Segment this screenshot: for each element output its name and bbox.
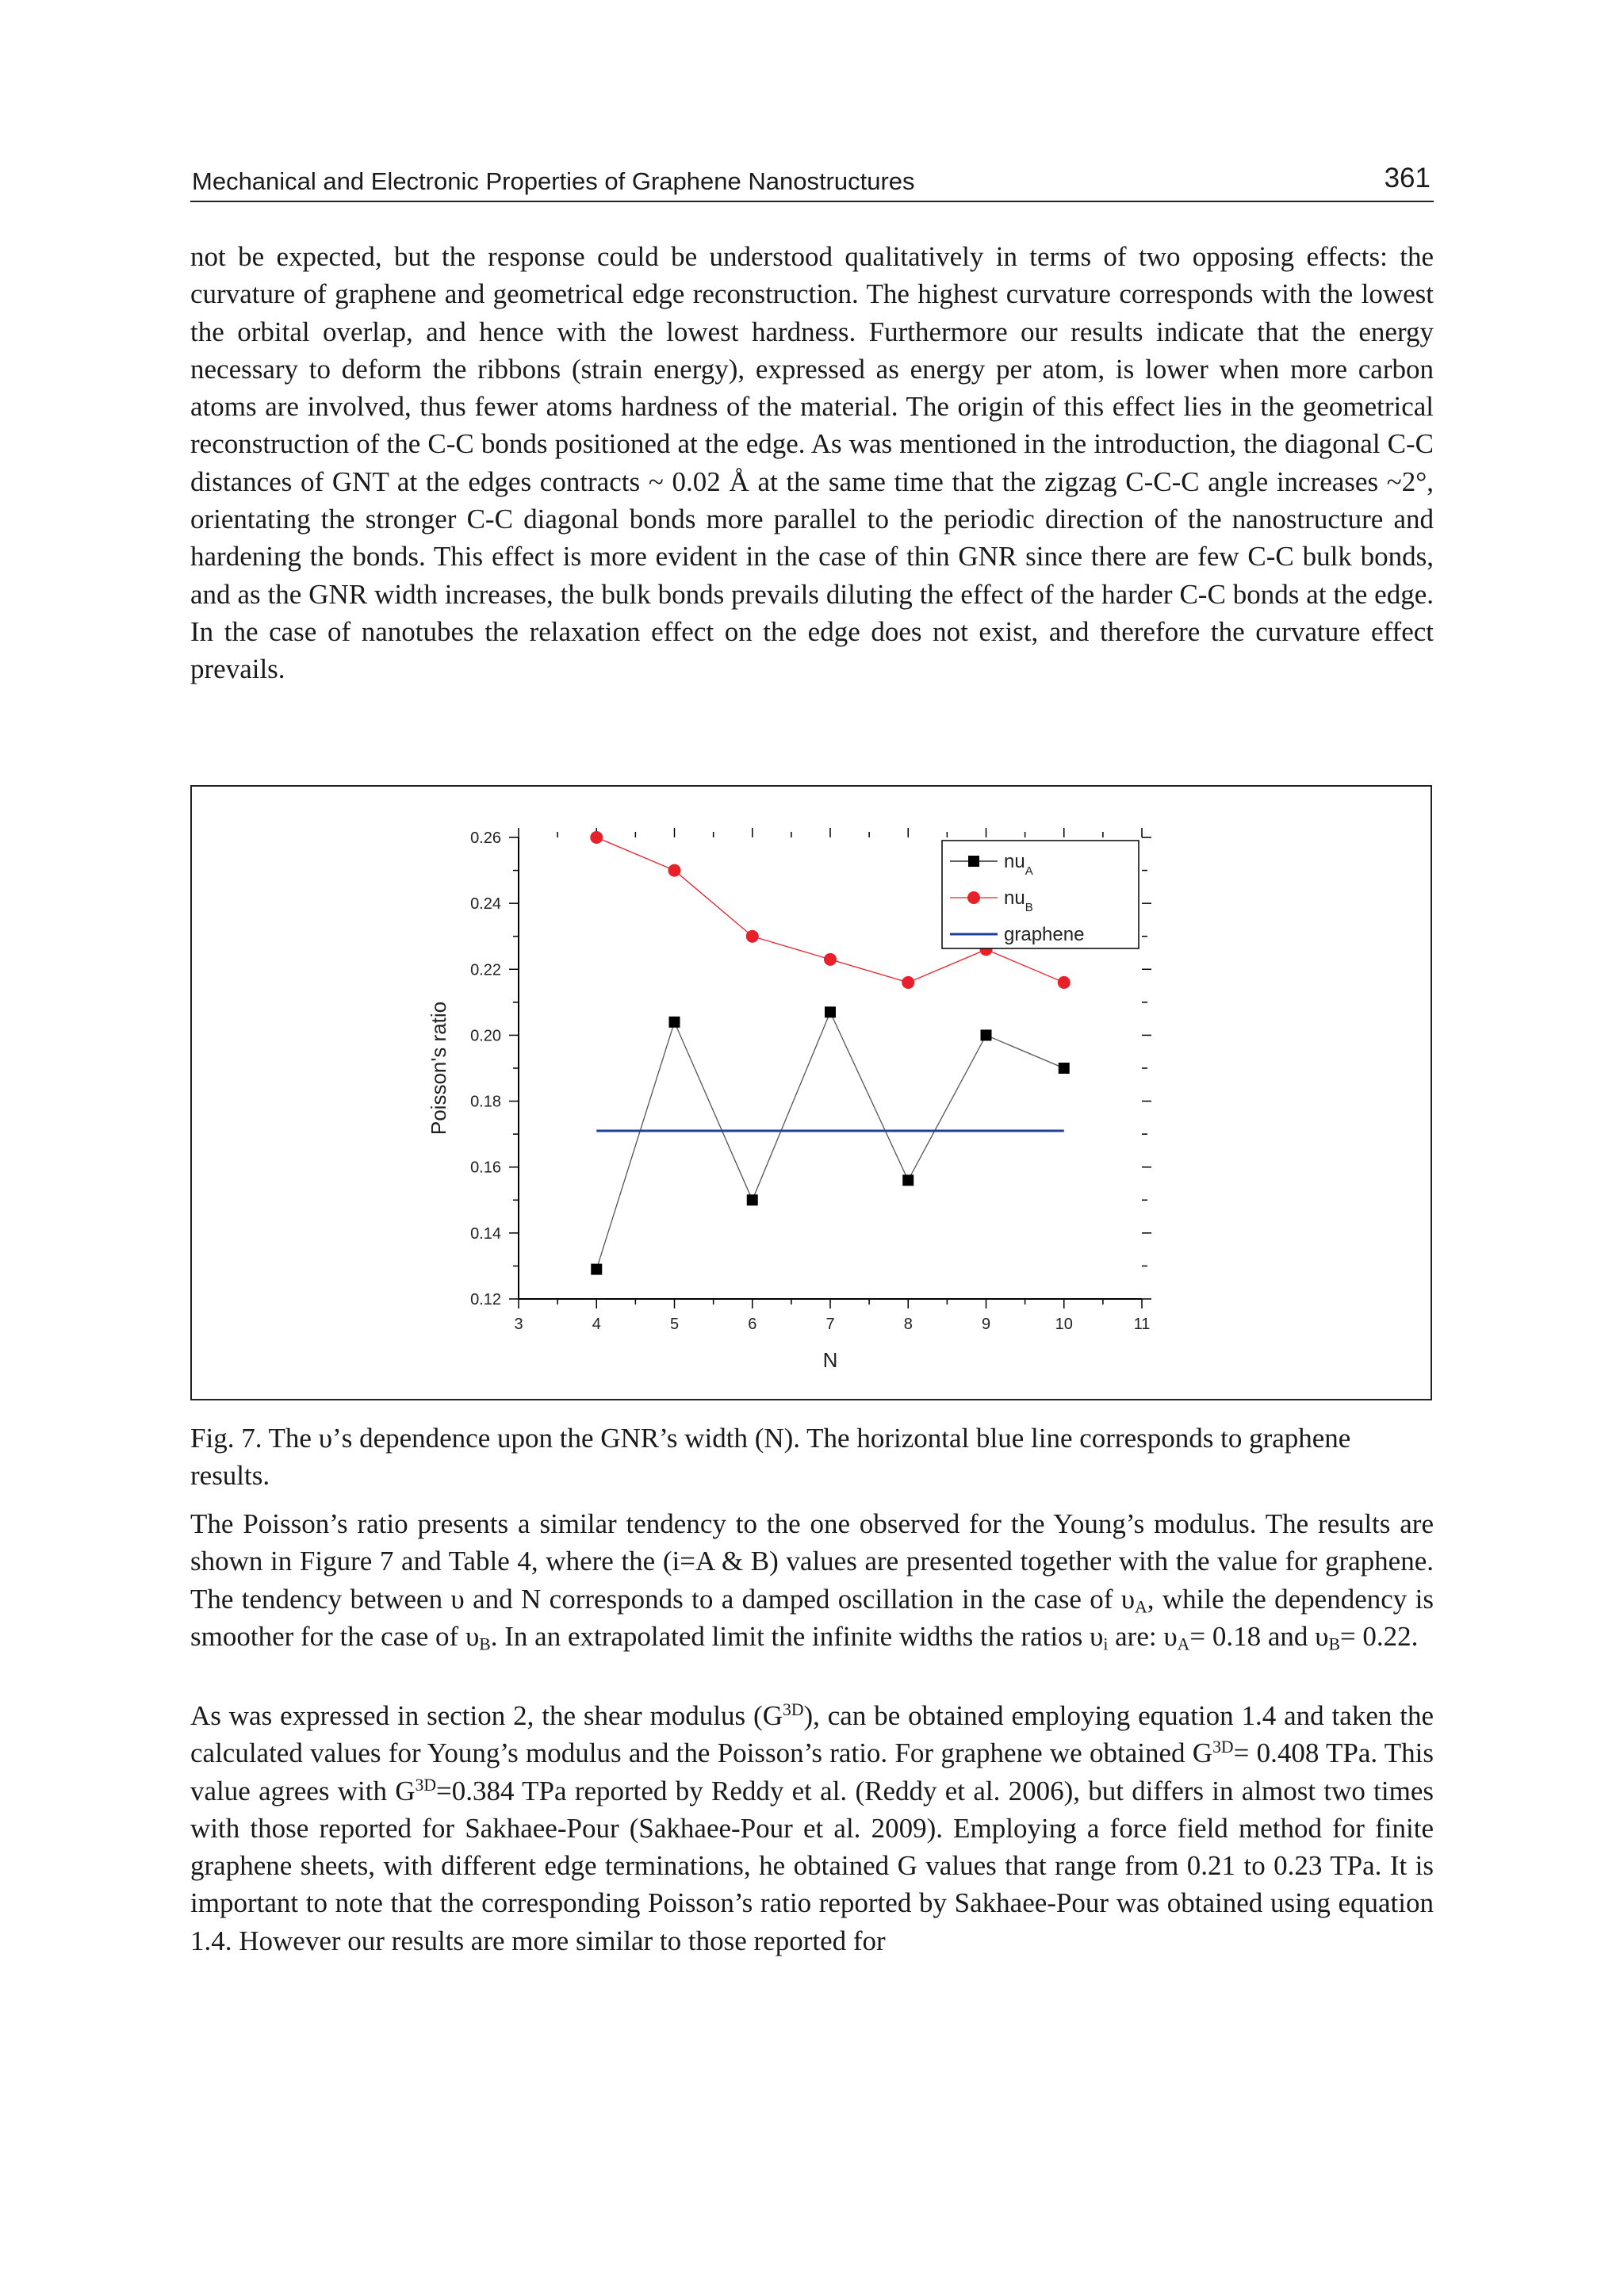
x-tick-label: 10 <box>1055 1316 1073 1333</box>
text-run: = 0.18 and υ <box>1189 1620 1329 1652</box>
subscript: A <box>1135 1597 1147 1617</box>
text-run: , while the dependency is smoother for the case of υ <box>190 1583 1434 1652</box>
legend-subscript: A <box>1025 864 1033 878</box>
header-title: Mechanical and Electronic Properties of Graphene Nanostructures <box>192 167 915 195</box>
paragraph-2 <box>190 1505 1434 1655</box>
paragraph-1: not be expected, but the response could be understood qualitatively in terms of two opposing effects: the curvature of graphene and geometrical edge reconstruction. The highest curvature corresponds with the lowest the orbital overlap, and hence with the lowest hardness. Furthermore our results indicate that the energy necessary to deform the ribbons (strain energy), expressed as energy per atom, is lower when more carbon atoms are involved, thus fewer atoms hardness of the material. The origin of this effect lies in the geometrical reconstruction of the C-C bonds positioned at the edge. As was mentioned in the introduction, the diagonal C-C distances of GNT at the edges contracts ~ 0.02 Å at the same time that the zigzag C-C-C angle increases ~2°, orientating the stronger C-C diagonal bonds more parallel to the periodic direction of the nanostructure and hardening the bonds. This effect is more evident in the case of thin GNR since there are few C-C bulk bonds, and as the GNR width increases, the bulk bonds prevails diluting the effect of the harder C-C bonds at the edge. In the case of nanotubes the relaxation effect on the edge does not exist, and therefore the curvature effect prevails. <box>190 241 1434 685</box>
subscript: i <box>1103 1634 1109 1654</box>
data-point-circle <box>824 953 837 966</box>
y-axis-label: Poisson's ratio <box>427 1001 450 1136</box>
y-tick-label: 0.22 <box>470 961 501 979</box>
running-header <box>190 163 1434 202</box>
subscript: B <box>479 1634 491 1654</box>
text-run: are: υ <box>1108 1620 1178 1652</box>
figure-caption: Fig. 7. The υ’s dependence upon the GNR’s width (N). The horizontal blue line corresponds to graphene results. <box>190 1423 1351 1491</box>
text-run: = 0.22. <box>1339 1620 1419 1652</box>
y-tick-label: 0.14 <box>470 1224 501 1243</box>
subscript: B <box>1328 1634 1340 1654</box>
x-tick-label: 6 <box>748 1316 757 1333</box>
y-tick-label: 0.16 <box>470 1159 501 1177</box>
x-tick-label: 5 <box>669 1316 680 1333</box>
y-tick-label: 0.24 <box>470 895 501 914</box>
data-point-square <box>825 1006 836 1017</box>
series-line <box>596 1012 1064 1269</box>
data-point-circle <box>902 976 914 989</box>
subscript: A <box>1177 1634 1190 1654</box>
chart-legend <box>942 841 1139 948</box>
x-tick-label: 11 <box>1133 1316 1151 1333</box>
data-point-square <box>669 1017 680 1028</box>
x-tick-label: 3 <box>514 1316 523 1333</box>
superscript: 3D <box>415 1775 437 1795</box>
legend-name: nu <box>1004 887 1025 909</box>
data-point-square <box>902 1174 914 1186</box>
text-run: The Poisson’s ratio presents a similar tendency to the one observed for the Young’s modulus. The results are shown in Figure 7 and Table 4, where the (i=A & B) values are presented together with the value for graphene. The tendency between υ and N corresponds to a damped oscillation in the case of υ <box>190 1508 1434 1615</box>
text-run: ), can be obtained employing equation 1.4 and taken the calculated values for Young’s modulus and the Poisson’s ratio. For graphene we obtained G <box>190 1700 1434 1769</box>
data-point-square <box>1059 1063 1070 1074</box>
paragraph-3 <box>190 1697 1434 1960</box>
data-point-circle <box>746 930 759 943</box>
text-run: = 0.408 TPa. This value agrees with G <box>190 1737 1434 1806</box>
x-tick-label: 7 <box>825 1316 835 1333</box>
y-tick-label: 0.18 <box>470 1093 501 1111</box>
text-run: . In an extrapolated limit the infinite widths the ratios υ <box>490 1620 1104 1652</box>
data-point-circle <box>1058 976 1071 989</box>
page-number: 361 <box>1384 163 1431 193</box>
data-point-square <box>747 1194 758 1205</box>
legend-subscript: B <box>1025 901 1033 914</box>
data-point-circle <box>668 864 681 877</box>
x-tick-label: 4 <box>592 1316 601 1333</box>
legend-label <box>1004 924 1084 945</box>
text-run: As was expressed in section 2, the shear modulus (G <box>190 1700 783 1731</box>
text-run: =0.384 TPa reported by Reddy et al. (Reddy et al. 2006), but differs in almost two times with those reported for Sakhaee-Pour (Sakhaee-Pour et al. 2009). Employing a force field method for finite graphene sheets, with different edge terminations, he obtained G values that range from 0.21 to 0.23 TPa. It is important to note that the corresponding Poisson’s ratio reported by Sakhaee-Pour was obtained using equation 1.4. However our results are more similar to those reported for <box>190 1775 1434 1956</box>
x-tick-label: 8 <box>903 1316 913 1333</box>
legend-name: graphene <box>1004 924 1085 945</box>
data-point-circle <box>590 831 603 844</box>
series-nu-a <box>591 1006 1070 1274</box>
data-point-square <box>981 1029 992 1040</box>
legend-marker-circle <box>967 891 980 904</box>
y-tick-label: 0.12 <box>470 1291 501 1308</box>
poisson-ratio-chart <box>192 787 1431 1399</box>
x-axis-label: N <box>822 1348 838 1372</box>
superscript: 3D <box>782 1700 804 1720</box>
y-tick-label: 0.26 <box>470 829 501 847</box>
x-tick-label: 9 <box>981 1316 991 1333</box>
figure-7 <box>190 785 1432 1400</box>
y-tick-label: 0.20 <box>470 1027 501 1045</box>
legend-marker-square <box>968 856 979 867</box>
superscript: 3D <box>1212 1737 1234 1757</box>
legend-name: nu <box>1004 851 1025 872</box>
data-point-square <box>591 1264 602 1275</box>
